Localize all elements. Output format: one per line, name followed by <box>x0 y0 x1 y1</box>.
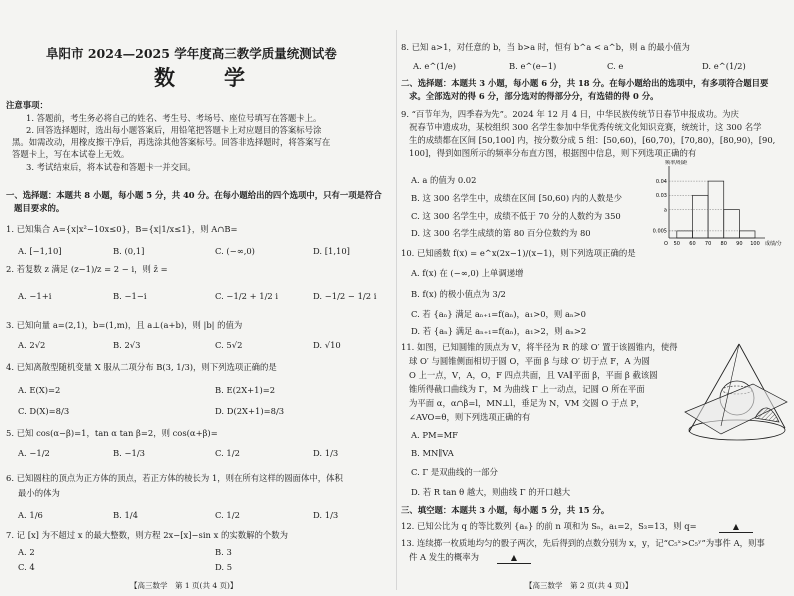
question-11-cont: 为平面 α，α∩β=l，MN⊥l，垂足为 N，VM 交圆 O 于点 P， <box>409 398 645 408</box>
question-6-cont: 最小的体为 <box>18 488 60 498</box>
q4-option-a: A. E(X)=2 <box>18 385 61 395</box>
question-5: 5. 已知 cos(α−β)=1，tan α tan β=2，则 cos(α+β)= <box>6 428 218 438</box>
q4-option-b: B. E(2X+1)=2 <box>215 385 276 395</box>
q4-option-c: C. D(X)=8/3 <box>18 406 70 416</box>
q12-answer-blank: ▲ <box>719 521 753 533</box>
cutting-plane <box>685 384 787 434</box>
y-tick-label: 0.005 <box>652 228 667 235</box>
q8-option-b: B. e^(e−1) <box>509 61 557 71</box>
q11-option-a: A. PM=MF <box>411 430 458 440</box>
origin-label: O <box>664 241 668 247</box>
notice-item: 1. 答题前，考生务必将自己的姓名、考生号、考场号、座位号填写在答题卡上。 <box>26 113 322 123</box>
section2-heading: 二、选择题：本题共 3 小题，每小题 6 分，共 18 分。在每小题给出的选项中，有多项符合题目要 <box>401 78 769 88</box>
q3-option-a: A. 2√2 <box>18 340 46 350</box>
q4-option-d: D. D(2X+1)=8/3 <box>215 406 285 416</box>
question-2: 2. 若复数 z 满足 (z−1)/z = 2 − i，则 z̄ = <box>6 264 168 274</box>
subject-title: 数 学 <box>154 65 259 90</box>
q8-option-c: C. e <box>607 61 624 71</box>
q2-option-d: D. −1/2 − 1/2 i <box>313 291 377 301</box>
q1-option-a: A. [−1,10] <box>18 246 62 256</box>
question-12: 12. 已知公比为 q 的等比数列 {aₙ} 的前 n 项和为 Sₙ，a₁=2，S₃=13，则 q= <box>401 521 697 531</box>
q5-option-b: B. −1/3 <box>113 448 145 458</box>
question-11: 11. 如图，已知圆锥的顶点为 V，将半径为 R 的球 O′ 置于该圆锥内，使得 <box>401 342 678 352</box>
histogram-bar <box>692 195 708 238</box>
question-9-cont: 祝春节申遗成功，某校组织 300 名学生参加中华优秀传统文化知识竞赛，统统计，这 300 名学 <box>409 122 762 132</box>
q7-option-d: D. 5 <box>215 562 233 572</box>
question-9-cont: 100]，得到如图所示的频率分布直方图，根据图中信息，则下列选项正确的有 <box>409 148 697 158</box>
q5-option-a: A. −1/2 <box>18 448 50 458</box>
frequency-histogram <box>643 160 793 250</box>
question-11-cont: O 上一点，V，A，O，F 四点共面，且 VA∥平面 β，平面 β 截该圆 <box>409 370 658 380</box>
q10-option-b: B. f(x) 的极小值点为 3/2 <box>411 289 506 299</box>
y-tick-label: 0.03 <box>655 193 667 200</box>
x-tick-label: 70 <box>704 241 712 247</box>
question-11-cont: 球 O′ 与圆锥侧面相切于圆 O，平面 β 与球 O′ 切于点 F，A 为圆 <box>409 356 650 366</box>
page-footer: 【高三数学 第 1 页(共 4 页)】 <box>130 581 238 590</box>
q9-option-b: B. 这 300 名学生中，成绩在区间 [50,60) 内的人数是少 <box>411 193 622 203</box>
q2-option-a: A. −1+i <box>18 291 52 301</box>
question-4: 4. 已知离散型随机变量 X 服从二项分布 B(3, 1/3)，则下列选项正确的是 <box>6 362 277 372</box>
question-11-cont: 锥所得截口曲线为 Γ，M 为曲线 Γ 上一动点，记圆 O 所在平面 <box>409 384 645 394</box>
q9-option-a: A. a 的值为 0.02 <box>411 175 477 185</box>
question-6: 6. 已知圆柱的顶点为正方体的顶点，若正方体的棱长为 1，则在所有这样的圆面体中，体积 <box>6 473 343 483</box>
exam-title: 阜阳市 2024—2025 学年度高三教学质量统测试卷 <box>46 46 337 61</box>
q3-option-b: B. 2√3 <box>113 340 141 350</box>
section3-heading: 三、填空题：本题共 3 小题，每小题 5 分，共 15 分。 <box>401 505 610 515</box>
notice-item: 3. 考试结束后，将本试卷和答题卡一并交回。 <box>26 162 196 172</box>
page-2 <box>397 0 794 596</box>
q6-option-d: D. 1/3 <box>313 510 339 520</box>
notice-item: 2. 回答选择题时，选出每小题答案后，用铅笔把答题卡上对应题目的答案标号涂 <box>26 125 322 135</box>
q6-option-a: A. 1/6 <box>18 510 43 520</box>
q13-answer-blank: ▲ <box>497 552 531 564</box>
q11-option-c: C. Γ 是双曲线的一部分 <box>411 467 498 477</box>
y-axis-label: 频率/组距 <box>665 160 688 166</box>
x-tick-label: 80 <box>720 241 727 247</box>
question-7: 7. 记 [x] 为不超过 x 的最大整数，则方程 2x−[x]−sin x 的实数解的个数为 <box>6 530 288 540</box>
question-13: 13. 连续掷一枚质地均匀的骰子两次，先后得到的点数分别为 x，y，记“C₅ˣ>C₅ʸ”为事件 A，则事 <box>401 538 765 548</box>
q8-option-d: D. e^(1/2) <box>702 61 746 71</box>
question-3: 3. 已知向量 a=(2,1)，b=(1,m)，且 a⊥(a+b)，则 |b| 的值为 <box>6 320 243 330</box>
question-9-cont: 生的成绩都在区间 [50,100] 内，按分数分成 5 组：[50,60)，[60,70)，[70,80)，[80,90)，[90, <box>409 135 776 145</box>
page-footer: 【高三数学 第 2 页(共 4 页)】 <box>525 581 633 590</box>
histogram-bar <box>677 231 693 238</box>
question-8: 8. 已知 a>1，对任意的 b，当 b>a 时，恒有 b^a < a^b，则 a 的最小值为 <box>401 42 690 52</box>
section2-heading-cont: 求。全部选对的得 6 分，部分选对的得部分分，有选错的得 0 分。 <box>409 91 659 101</box>
y-tick-label: 0.04 <box>655 178 667 185</box>
q5-option-c: C. 1/2 <box>215 448 240 458</box>
q1-option-c: C. (−∞,0) <box>215 246 255 256</box>
q7-option-c: C. 4 <box>18 562 35 572</box>
q1-option-d: D. [1,10] <box>313 246 350 256</box>
x-tick-label: 60 <box>689 241 696 247</box>
question-9: 9. “百节年为，四季春为先”。2024 年 12 月 4 日，中华民族传统节日春节申报成功。为庆 <box>401 109 739 119</box>
q9-option-c: C. 这 300 名学生中，成绩不低于 70 分的人数约为 350 <box>411 211 621 221</box>
x-tick-label: 100 <box>750 241 760 247</box>
question-10: 10. 已知函数 f(x) = e^x(2x−1)/(x−1)，则下列选项正确的是 <box>401 248 636 258</box>
q10-option-a: A. f(x) 在 (−∞,0) 上单调递增 <box>411 268 524 278</box>
x-tick-label: 50 <box>673 241 681 247</box>
question-11-cont: ∠AVO=θ，则下列选项正确的有 <box>409 412 531 422</box>
q11-option-d: D. 若 R tan θ 越大，则曲线 Γ 的开口越大 <box>411 487 571 497</box>
q10-option-c: C. 若 {aₙ} 满足 aₙ₊₁=f(aₙ)，a₁>0，则 aₙ>0 <box>411 309 586 319</box>
q7-option-a: A. 2 <box>18 547 35 557</box>
question-13-cont: 件 A 发生的概率为 <box>409 552 479 562</box>
cone-sphere-figure <box>681 338 791 448</box>
q11-option-b: B. MN∥VA <box>411 448 454 458</box>
q6-option-c: C. 1/2 <box>215 510 240 520</box>
section1-heading-cont: 题目要求的。 <box>14 203 65 213</box>
y-tick-label: a <box>663 207 667 214</box>
q2-option-c: C. −1/2 + 1/2 i <box>215 291 279 301</box>
histogram-bar <box>724 210 740 238</box>
notice-item: 黑。如需改动，用橡皮擦干净后，再选涂其他答案标号。回答非选择题时，将答案写在 <box>12 137 331 147</box>
q7-option-b: B. 3 <box>215 547 232 557</box>
histogram-bar <box>739 231 755 238</box>
notice-heading: 注意事项： <box>6 100 48 110</box>
q6-option-b: B. 1/4 <box>113 510 138 520</box>
q3-option-d: D. √10 <box>313 340 341 350</box>
q8-option-a: A. e^(1/e) <box>413 61 456 71</box>
q5-option-d: D. 1/3 <box>313 448 339 458</box>
q3-option-c: C. 5√2 <box>215 340 243 350</box>
q10-option-d: D. 若 {aₙ} 满足 aₙ₊₁=f(aₙ)，a₁>2，则 aₙ>2 <box>411 326 587 336</box>
x-tick-label: 90 <box>736 241 743 247</box>
q9-option-d: D. 这 300 名学生成绩的第 80 百分位数约为 80 <box>411 228 591 238</box>
question-1: 1. 已知集合 A={x|x²−10x≤0}，B={x|1/x≤1}，则 A∩B= <box>6 224 238 234</box>
x-axis-label: 成绩/分 <box>765 241 782 247</box>
section1-heading: 一、选择题：本题共 8 小题，每小题 5 分，共 40 分。在每小题给出的四个选项中，只有一项是符合 <box>6 190 382 200</box>
q2-option-b: B. −1−i <box>113 291 147 301</box>
q1-option-b: B. (0,1] <box>113 246 145 256</box>
notice-item: 答题卡上，写在本试卷上无效。 <box>12 149 130 159</box>
